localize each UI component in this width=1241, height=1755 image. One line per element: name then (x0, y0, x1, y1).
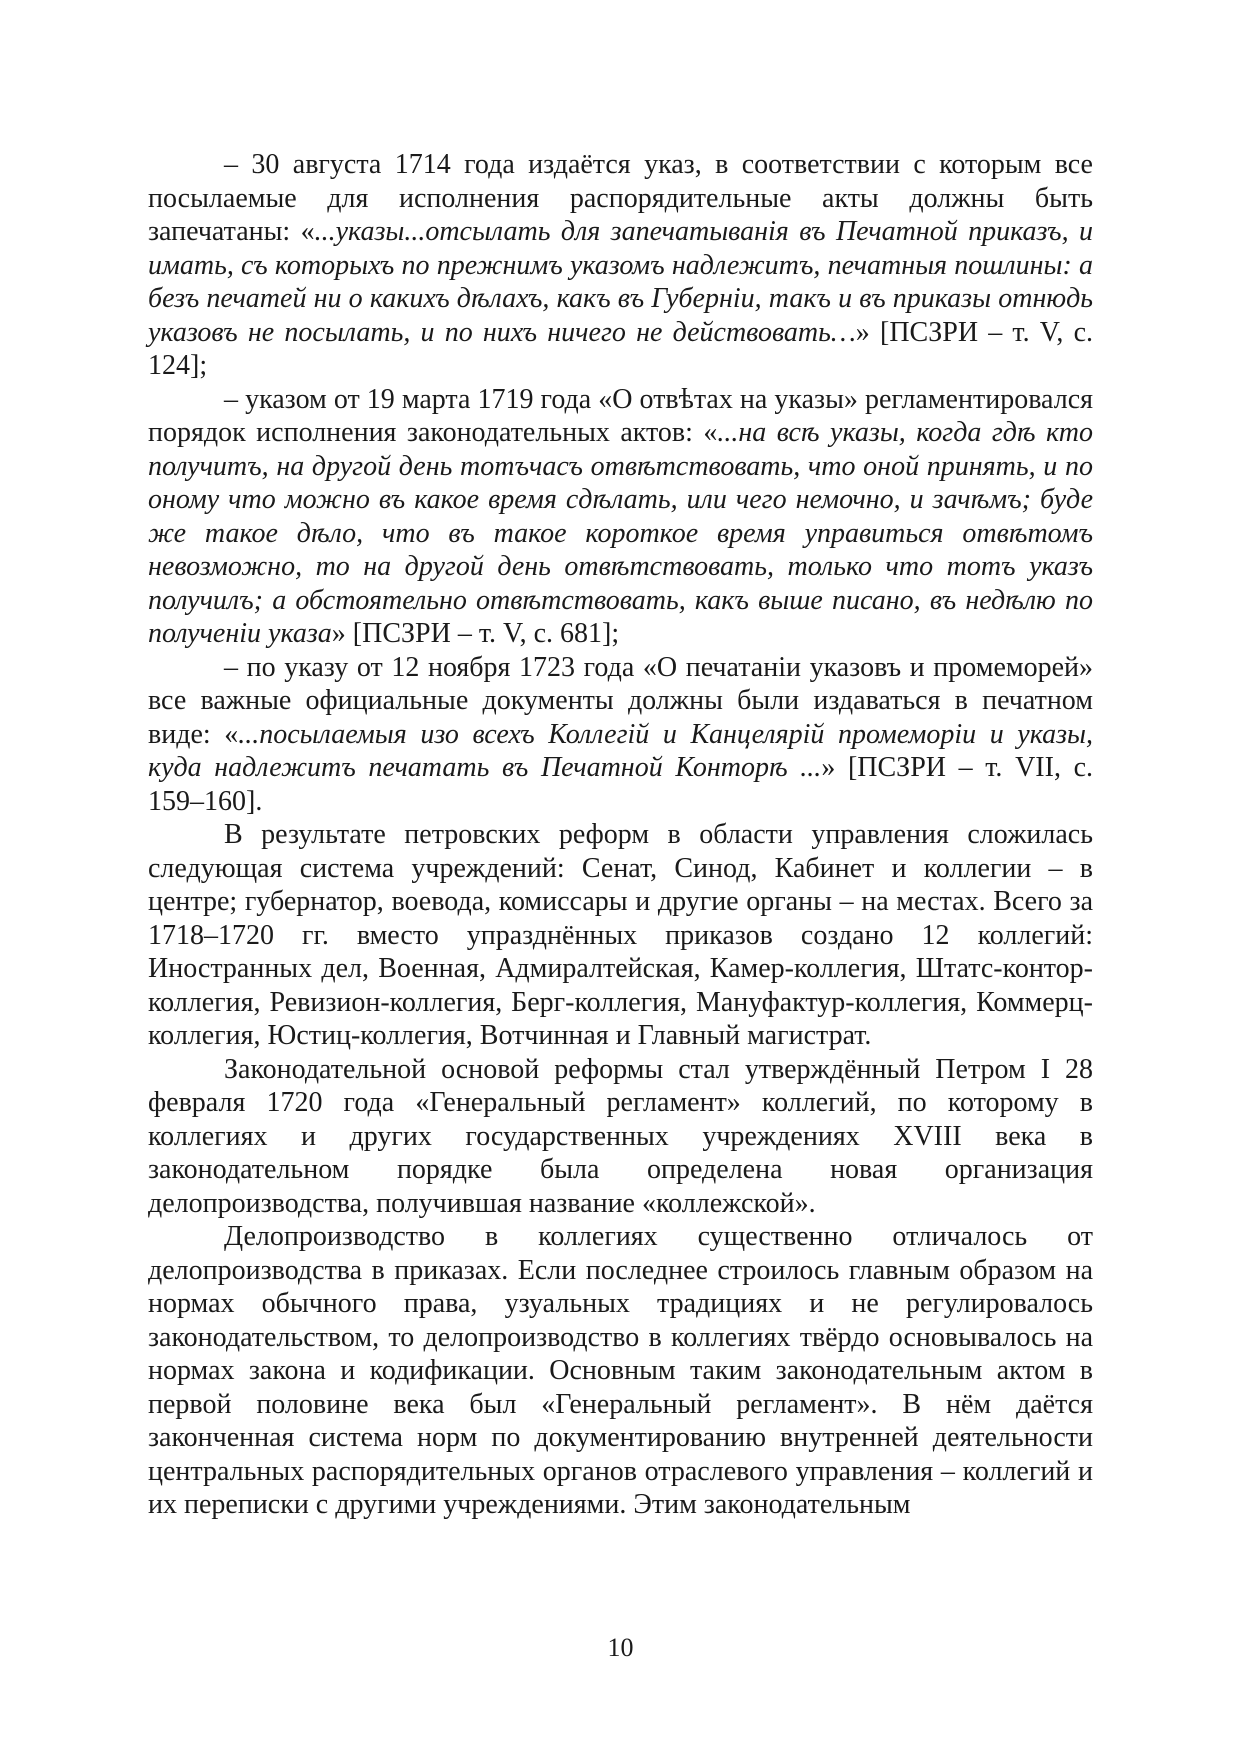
paragraph-2-text-1: – указом от 19 марта 1719 года «О отвѣтах на указы» регламентировался порядок исполнения законодательных актов: « (148, 383, 1093, 448)
paragraph-5 (148, 1053, 1093, 1221)
paragraph-4-text: В результате петровских реформ в области управления сложилась следующая система учреждений: Сенат, Синод, Кабинет и коллегии – в центре; губернатор, воевода, комиссары и другие органы – на местах. Всего за 1718–1720 гг. вместо упразднённых приказов создано 12 коллегий: Иностранных дел, Военная, Адмиралтейская, Камер-коллегия, Штатс-контор-коллегия, Ревизион-коллегия, Берг-коллегия, Мануфактур-коллегия, Коммерц-коллегия, Юстиц-коллегия, Вотчинная и Главный магистрат. (148, 819, 1093, 1051)
paragraph-1-text-1: – 30 августа 1714 года издаётся указ, в соответствии с которым все посылаемые для исполнения распорядительные акты должны быть запечатаны: « (148, 149, 1093, 247)
paragraph-1-citation: » [ПСЗРИ – т. V, с. 124]; (148, 316, 1094, 381)
page-body (148, 148, 1093, 1522)
paragraph-4 (148, 818, 1093, 1053)
paragraph-3 (148, 651, 1093, 819)
paragraph-6-text: Делопроизводство в коллегиях существенно отличалось от делопроизводства в приказах. Если последнее строилось главным образом на нормах обычного права, узуальных традициях и не регулировалось законодательством, то делопроизводство в коллегиях твёрдо основывалось на нормах закона и кодификации. Основным таким законодательным актом в первой половине века был «Генеральный регламент». В нём даётся законченная система норм по документированию внутренней деятельности центральных распорядительных органов отраслевого управления – коллегий и их переписки с другими учреждениями. Этим законодательным (148, 1221, 1093, 1520)
paragraph-3-quote: ...посылаемыя изо всехъ Коллегій и Канцелярій промеморіи и указы, куда надлежитъ печатать въ Печатной Конторѣ ... (148, 718, 1093, 783)
paragraph-3-text-1: – по указу от 12 ноября 1723 года «О печатаніи указовъ и промеморей» все важные официальные документы должны были издаваться в печатном виде: « (148, 651, 1093, 750)
paragraph-2-quote: ...на всѣ указы, когда гдѣ кто получитъ, на другой день тотъчасъ отвѣтствовать, что оной принять, и по оному что можно въ какое время сдѣлать, или чего немочно, и зачѣмъ; буде же такое дѣло, что въ такое короткое время управиться отвѣтомъ невозможно, то на другой день отвѣтствовать, только что тотъ указъ получилъ; а обстоятельно отвѣтствовать, какъ выше писано, въ недѣлю по полученіи указа (148, 417, 1093, 649)
paragraph-2-citation: » [ПСЗРИ – т. V, с. 681]; (331, 618, 620, 649)
paragraph-2 (148, 383, 1093, 651)
paragraph-1-quote: ...указы...отсылать для запечатыванія въ Печатной приказъ, и имать, съ которыхъ по прежнимъ указомъ надлежитъ, печатныя пошлины: а безъ печатей ни о какихъ дѣлахъ, какъ въ Губерніи, такъ и въ приказы отнюдь указовъ не посылать, и по нихъ ничего не действовать… (148, 216, 1093, 348)
paragraph-3-citation: » [ПСЗРИ – т. VII, с. 159–160]. (148, 752, 1094, 817)
paragraph-1 (148, 148, 1093, 383)
paragraph-5-text: Законодательной основой реформы стал утверждённый Петром I 28 февраля 1720 года «Генеральный регламент» коллегий, по которому в коллегиях и других государственных учреждениях XVIII века в законодательном порядке была определена новая организация делопроизводства, получившая название «коллежской». (148, 1053, 1093, 1219)
page-number: 10 (607, 1633, 634, 1662)
paragraph-6 (148, 1220, 1093, 1522)
